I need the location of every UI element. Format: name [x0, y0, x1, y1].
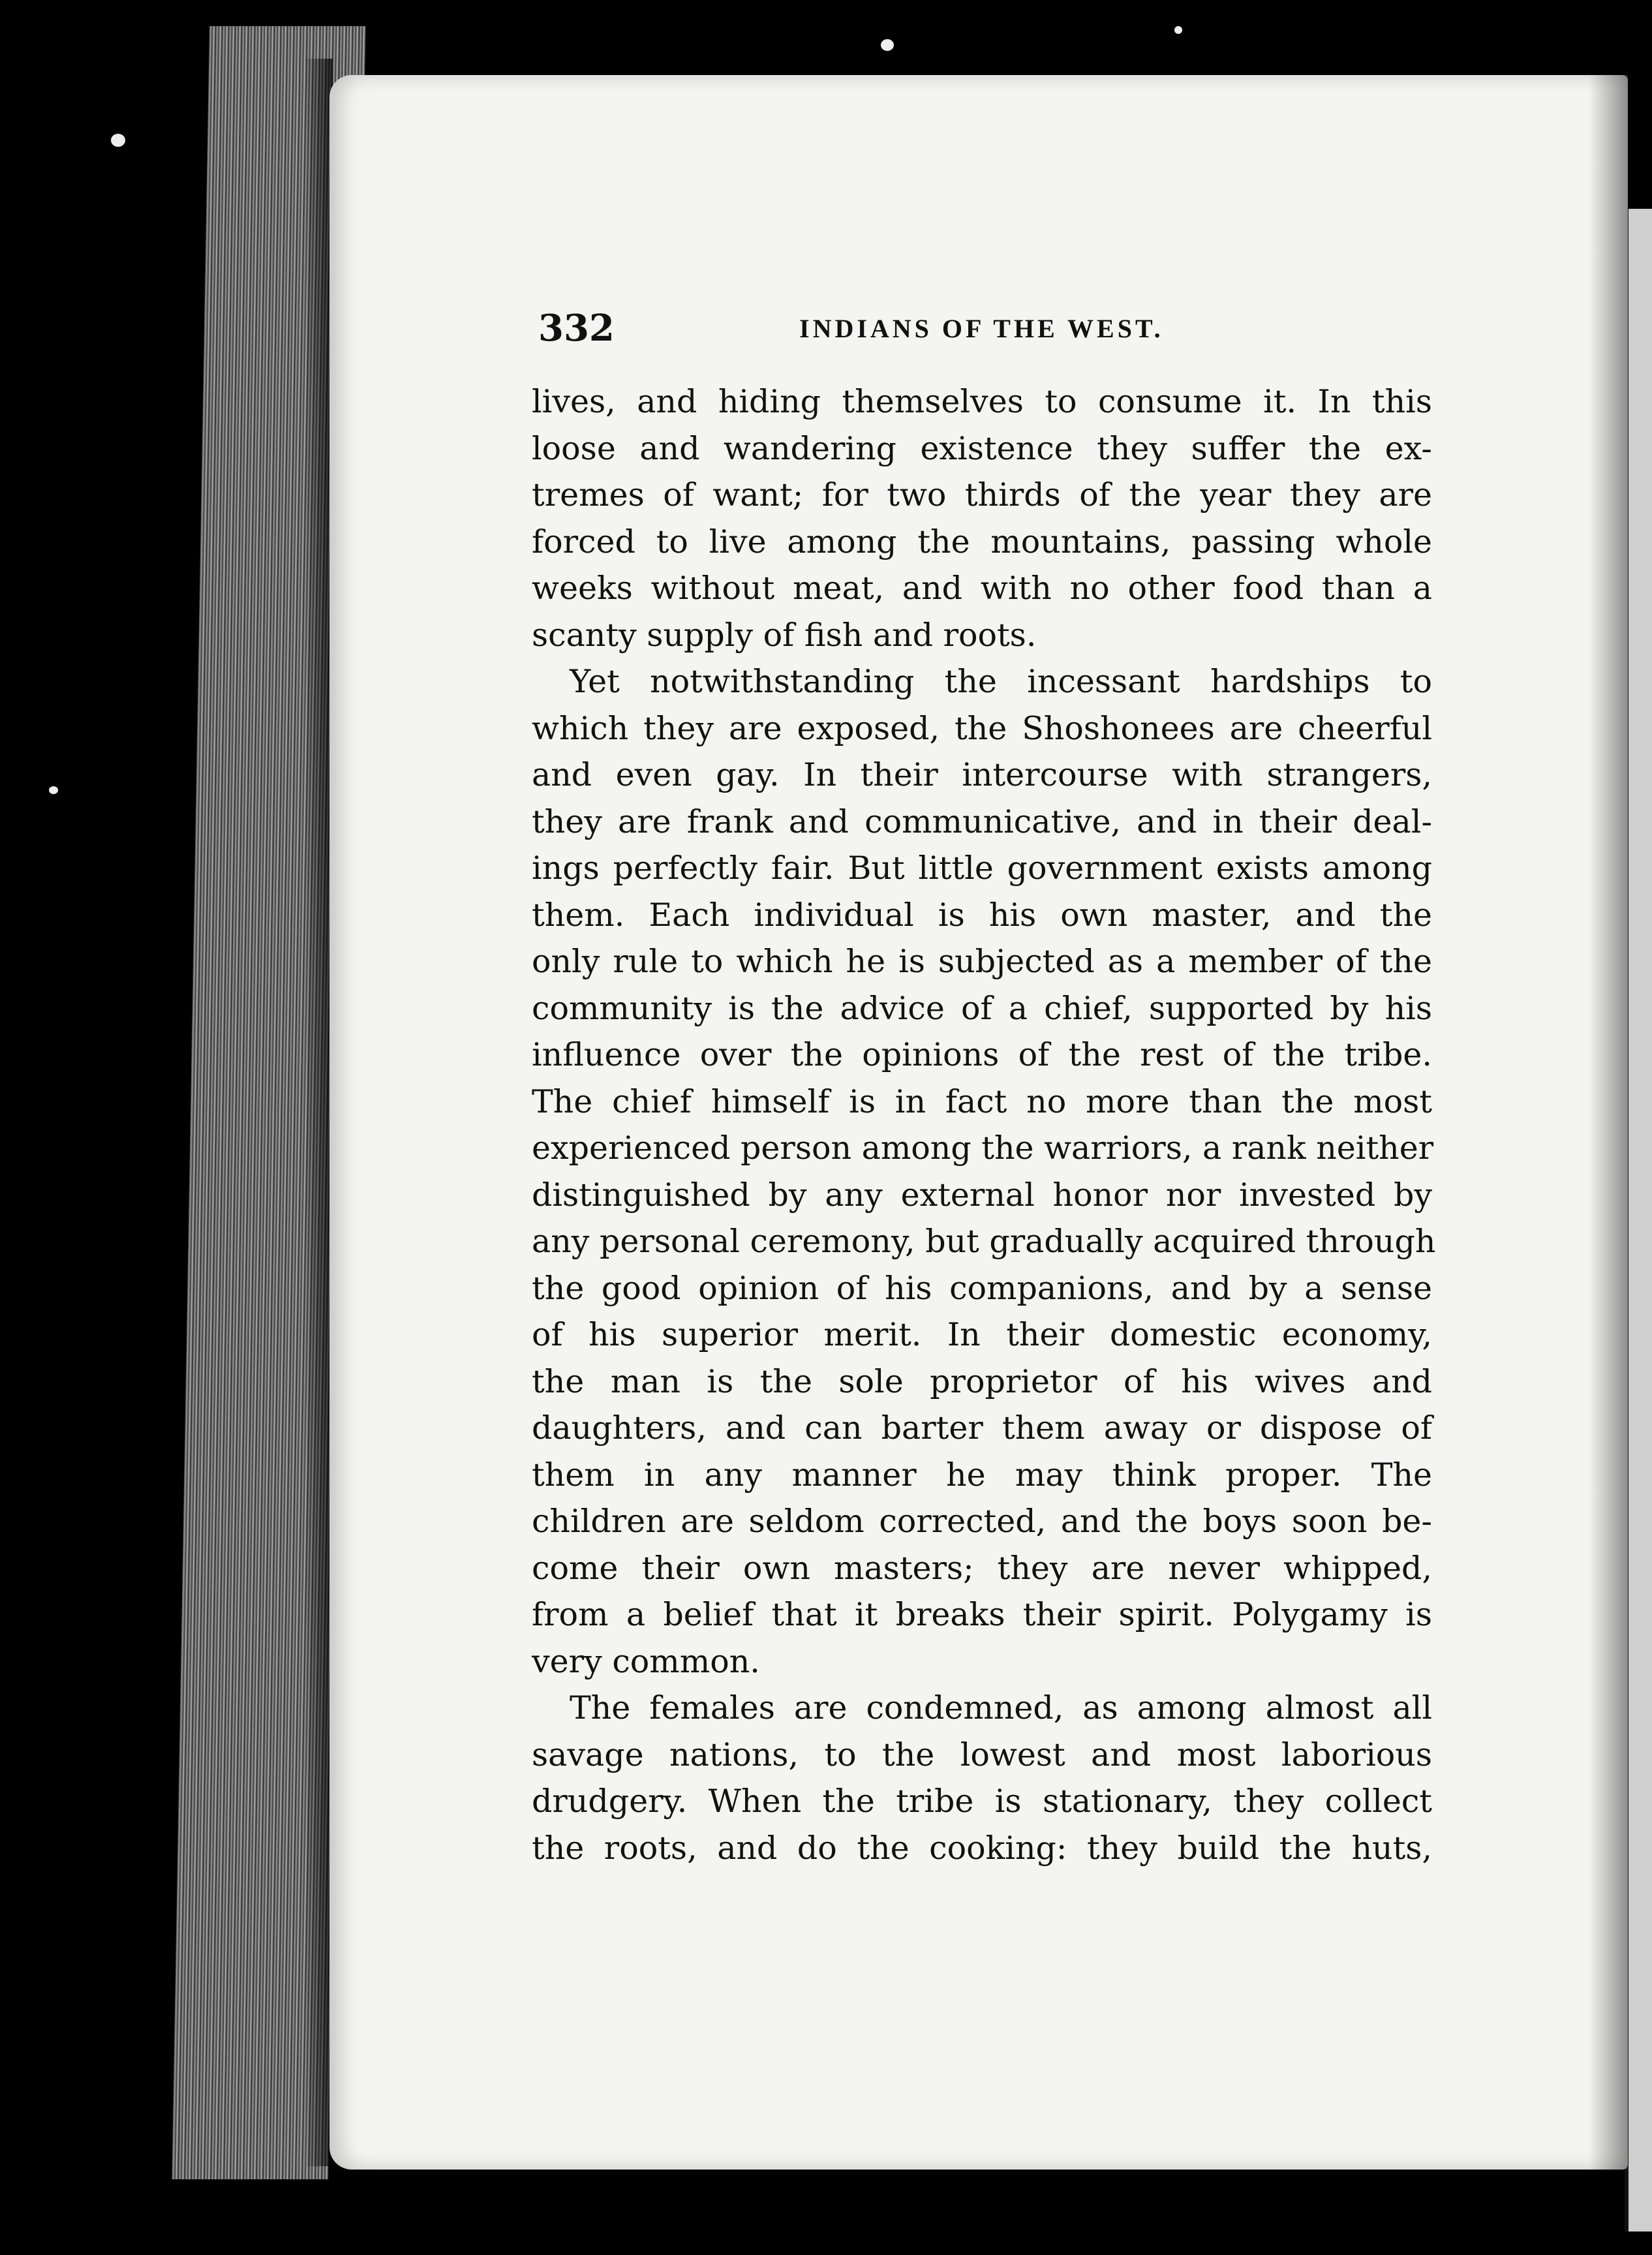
text-line: and even gay. In their intercourse with strangers, — [532, 756, 1432, 793]
text-line: distinguished by any external honor nor invested by — [532, 1176, 1432, 1214]
text-line: of his superior merit. In their domestic economy, — [532, 1316, 1432, 1353]
text-line: influence over the opinions of the rest of the tribe. — [532, 1036, 1432, 1073]
page-number: 332 — [538, 307, 615, 350]
text-line: Yet notwithstanding the incessant hardships to — [570, 663, 1432, 700]
text-line: the man is the sole proprietor of his wives and — [532, 1362, 1432, 1400]
text-line: The chief himself is in fact no more than the most — [532, 1082, 1432, 1120]
text-line: forced to live among the mountains, passing whole — [532, 523, 1432, 560]
text-line: The females are condemned, as among almost all — [570, 1689, 1432, 1726]
text-line: community is the advice of a chief, supported by his — [532, 989, 1432, 1027]
text-line: scanty supply of fish and roots. — [532, 616, 1037, 654]
dust-speck — [111, 134, 125, 147]
text-line: experienced person among the warriors, a rank neither — [532, 1129, 1434, 1167]
text-line: which they are exposed, the Shoshonees are cheerful — [532, 709, 1432, 747]
dust-speck — [881, 39, 894, 51]
text-line: the good opinion of his companions, and by a sense — [532, 1269, 1432, 1307]
text-line: come their own masters; they are never whipped, — [532, 1549, 1432, 1587]
page-gutter-shadow — [1589, 75, 1628, 2170]
text-line: daughters, and can barter them away or dispose of — [532, 1409, 1432, 1447]
text-line: tremes of want; for two thirds of the year they are — [532, 476, 1432, 514]
text-line: savage nations, to the lowest and most laborious — [532, 1736, 1432, 1773]
text-line: ings perfectly fair. But little government exists among — [532, 850, 1432, 887]
fore-edge-shadow — [307, 59, 333, 2166]
body-text — [532, 378, 1436, 1871]
dust-speck — [49, 786, 58, 794]
text-line: very common. — [532, 1642, 760, 1680]
running-head-title: INDIANS OF THE WEST. — [799, 314, 1164, 343]
text-line: they are frank and communicative, and in their deal- — [532, 803, 1432, 840]
text-line: drudgery. When the tribe is stationary, they collect — [532, 1783, 1432, 1820]
text-line: them in any manner he may think proper. The — [532, 1456, 1432, 1494]
text-line: the roots, and do the cooking: they build the huts, — [532, 1829, 1432, 1867]
text-line: only rule to which he is subjected as a member of the — [532, 943, 1432, 980]
text-line: children are seldom corrected, and the boys soon be- — [532, 1503, 1432, 1540]
binding-edge — [1625, 209, 1652, 2232]
text-line: lives, and hiding themselves to consume it. In this — [532, 383, 1432, 420]
text-line: them. Each individual is his own master, and the — [532, 896, 1432, 934]
text-line: weeks without meat, and with no other food than a — [532, 570, 1432, 607]
running-head — [538, 307, 1517, 352]
book-page — [329, 75, 1628, 2170]
dust-speck — [1174, 26, 1182, 34]
text-line: any personal ceremony, but gradually acquired through — [532, 1223, 1436, 1260]
text-line: loose and wandering existence they suffer the ex- — [532, 429, 1432, 467]
text-line: from a belief that it breaks their spirit. Polygamy is — [532, 1596, 1432, 1633]
